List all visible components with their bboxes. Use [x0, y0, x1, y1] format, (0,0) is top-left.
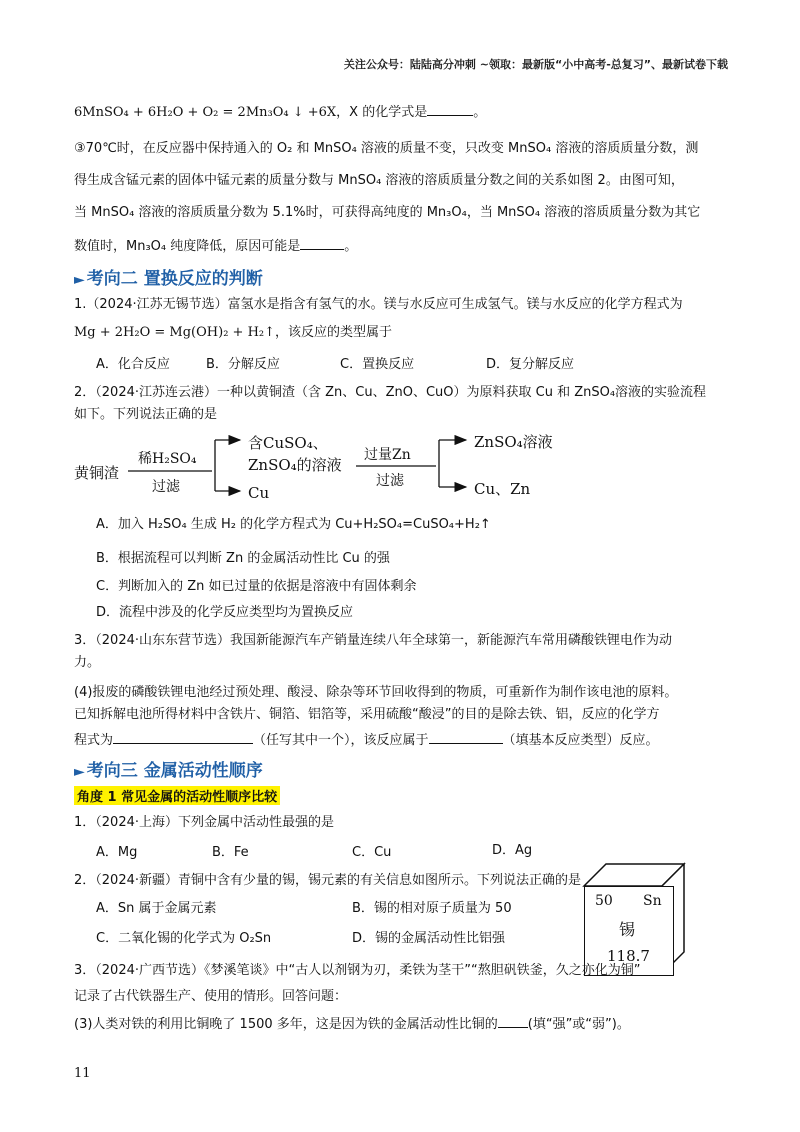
s2-q1-option-c[interactable]: C．置换反应	[340, 357, 415, 372]
s2-q1-stem2: Mg + 2H₂O = Mg(OH)₂ + H₂↑，该反应的类型属于	[74, 325, 393, 340]
s2-q1-option-b[interactable]: B．分解反应	[206, 357, 280, 372]
s2-q2-option-a[interactable]: A．加入 H₂SO₄ 生成 H₂ 的化学方程式为 Cu+H₂SO₄=CuSO₄+H₂↑	[96, 517, 491, 532]
flow-out-1: ZnSO₄溶液	[474, 433, 553, 451]
flow-step-2: 过滤	[376, 473, 404, 489]
triangle-icon: ►	[74, 272, 85, 288]
s3-q1-option-d[interactable]: D．Ag	[492, 843, 533, 858]
s2-q1-stem: 1.（2024·江苏无锡节选）富氢水是指含有氢气的水。镁与水反应可生成氢气。镁与水反应的化学方程式为	[74, 297, 683, 312]
q3-line3: 当 MnSO₄ 溶液的溶质质量分数为 5.1%时，可获得高纯度的 Mn₃O₄，当 MnSO₄ 溶液的溶质质量分数为其它	[74, 205, 701, 220]
intro-equation: 6MnSO₄ + 6H₂O + O₂ = 2Mn₃O₄ ↓ +6X，	[74, 105, 350, 120]
flow-out-2: Cu、Zn	[474, 480, 531, 498]
q3-line4-end: 。	[344, 239, 358, 254]
q3-line2: 得生成含锰元素的固体中锰元素的质量分数与 MnSO₄ 溶液的溶质质量分数之间的关系如图 2。由图可知，	[74, 173, 684, 188]
s2-q1-option-a[interactable]: A．化合反应	[96, 357, 170, 372]
flow-reagent-2: 过量Zn	[364, 447, 411, 463]
answer-blank	[113, 730, 253, 744]
flow-mid-line1: 含CuSO₄、	[248, 434, 328, 452]
s3-q2-stem: 2．（2024·新疆）青铜中含有少量的锡，锡元素的有关信息如图所示。下列说法正确的是	[74, 873, 581, 888]
page-number: 11	[74, 1066, 91, 1081]
element-mass: 118.7	[607, 947, 650, 965]
angle-highlight: 角度 1 常见金属的活动性顺序比较	[74, 786, 280, 805]
s2-q2-option-c[interactable]: C．判断加入的 Zn 如已过量的依据是溶液中有固体剩余	[96, 579, 417, 594]
triangle-icon: ►	[74, 764, 85, 780]
flow-start: 黄铜渣	[74, 464, 120, 482]
s2-q2-option-d[interactable]: D．流程中涉及的化学反应类型均为置换反应	[96, 605, 354, 620]
s3-q3-sub1-b: (填“强”或“弱”)。	[527, 1017, 630, 1032]
s3-q3-stem2: 记录了古代铁器生产、使用的情形。回答问题：	[74, 989, 348, 1004]
s3-q3-sub1-a: (3)人类对铁的利用比铜晚了 1500 多年，这是因为铁的金属活动性比铜的	[74, 1017, 498, 1032]
s2-q1-option-d[interactable]: D．复分解反应	[486, 357, 575, 372]
flow-mid-line2: ZnSO₄的溶液	[248, 456, 342, 474]
answer-blank	[498, 1014, 528, 1028]
s2-q2-option-b[interactable]: B．根据流程可以判断 Zn 的金属活动性比 Cu 的强	[96, 551, 390, 566]
s3-q3-sub1	[74, 1014, 630, 1034]
s2-q3-sub3-c: （填基本反应类型）反应。	[502, 733, 659, 748]
s3-q2-option-c[interactable]: C．二氧化锡的化学式为 O₂Sn	[96, 931, 272, 946]
s2-q3-stem2: 力。	[74, 655, 101, 670]
s3-q1-option-a[interactable]: A．Mg	[96, 845, 138, 860]
q3-line1: ③70℃时，在反应器中保持通入的 O₂ 和 MnSO₄ 溶液的质量不变，只改变 MnSO₄ 溶液的溶质质量分数，测	[74, 141, 699, 156]
s2-q3-sub3	[74, 730, 659, 750]
flow-step-1: 过滤	[152, 479, 180, 495]
section3-title-text: 考向三 金属活动性顺序	[86, 761, 263, 781]
s2-q2-stem: 2．（2024·江苏连云港）一种以黄铜渣（含 Zn、Cu、ZnO、CuO）为原料获取 Cu 和 ZnSO₄溶液的实验流程	[74, 385, 707, 400]
section2-title-text: 考向二 置换反应的判断	[86, 269, 263, 289]
header-notice: 关注公众号：陆陆高分冲刺 ~领取：最新版“小中高考-总复习”、最新试卷下载	[343, 58, 728, 71]
section3-title	[74, 756, 263, 781]
s2-q2-stem2: 如下。下列说法正确的是	[74, 407, 218, 422]
s3-q1-stem: 1．（2024·上海）下列金属中活动性最强的是	[74, 815, 334, 830]
s2-q3-sub3-b: （任写其中一个），该反应属于	[253, 733, 429, 748]
element-number: 50	[595, 893, 613, 909]
answer-blank	[429, 730, 503, 744]
s2-q3-sub3-a: 程式为	[74, 733, 114, 748]
s3-q2-option-a[interactable]: A．Sn 属于金属元素	[96, 901, 217, 916]
element-symbol: Sn	[643, 893, 662, 909]
flow-reagent-1: 稀H₂SO₄	[138, 451, 197, 467]
s2-q3-stem: 3．（2024·山东东营节选）我国新能源汽车产销量连续八年全球第一，新能源汽车常用磷酸铁锂电作为动	[74, 633, 672, 648]
s2-q3-sub1: (4)报废的磷酸铁锂电池经过预处理、酸浸、除杂等环节回收得到的物质，可重新作为制作该电池的原料。	[74, 685, 678, 700]
s3-q1-option-b[interactable]: B．Fe	[212, 845, 249, 860]
s3-q3-stem: 3．（2024·广西节选）《梦溪笔谈》中“古人以剂钢为刃，柔铁为茎干”“熬胆矾铁釜，久之亦化为铜”	[74, 963, 641, 978]
s2-q3-sub2: 已知拆解电池所得材料中含铁片、铜箔、铝箔等，采用硫酸“酸浸”的目的是除去铁、铝，反应的化学方	[74, 707, 660, 722]
element-name: 锡	[619, 920, 636, 939]
intro-end: 。	[473, 105, 487, 120]
s3-q2-option-d[interactable]: D．锡的金属活动性比铝强	[352, 931, 506, 946]
flow-solid-1: Cu	[248, 484, 270, 502]
q3-line4-text: 数值时，Mn₃O₄ 纯度降低，原因可能是	[74, 239, 301, 254]
s3-q2-option-b[interactable]: B．锡的相对原子质量为 50	[352, 901, 512, 916]
s3-q1-option-c[interactable]: C．Cu	[352, 845, 392, 860]
intro-question: X 的化学式是	[349, 105, 428, 120]
